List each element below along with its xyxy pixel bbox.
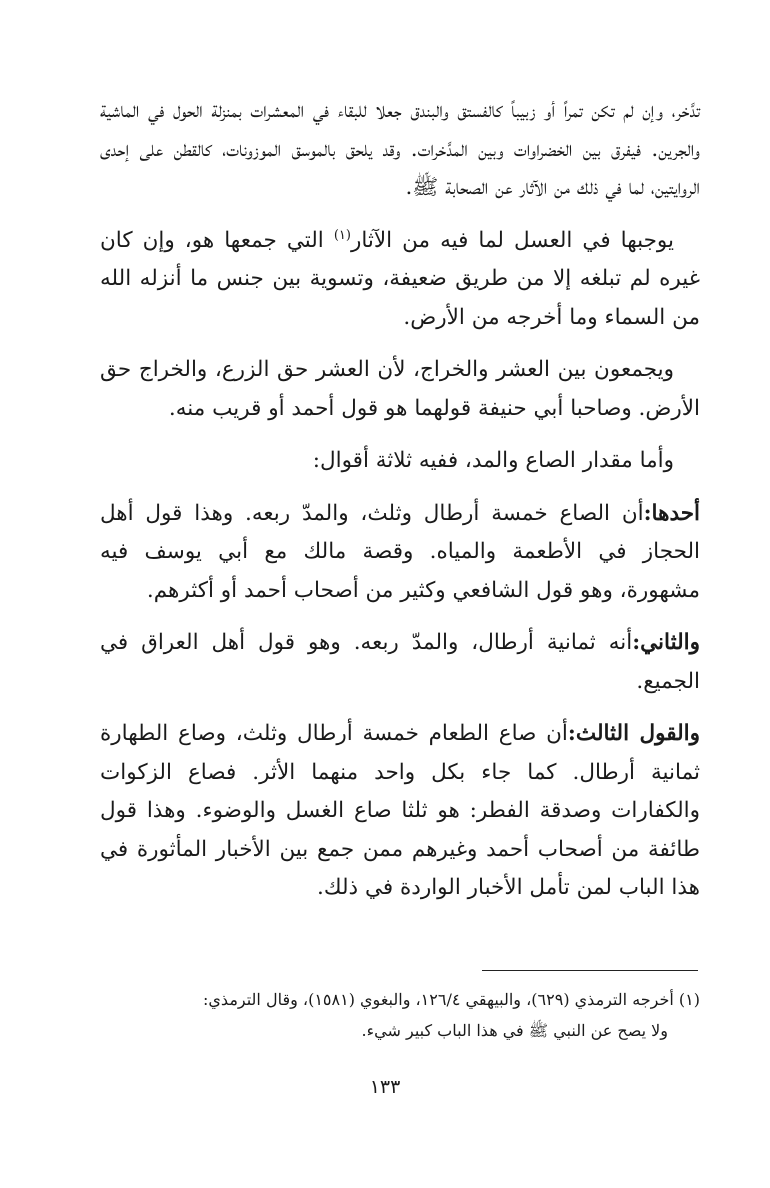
page-number: ١٣٣ [369, 1076, 401, 1098]
paragraph-5-lead: أحدها: [643, 500, 700, 526]
paragraph-2 [100, 222, 700, 338]
paragraph-2-text-before: يوجبها في العسل لما فيه من الآثار [350, 227, 674, 253]
footnote-1-line-2: ولا يصح عن النبي ﷺ في هذا الباب كبير شيء. [361, 1021, 668, 1040]
paragraph-4-text: وأما مقدار الصاع والمد، ففيه ثلاثة أقوال: [312, 448, 674, 473]
footnotes [100, 984, 700, 1046]
footnote-1-line-1: (١) أخرجه الترمذي (٦٢٩)، والبيهقي ١٢٦/٤، والبغوي (١٥٨١)، وقال الترمذي: [203, 990, 700, 1009]
paragraph-3-text: ويجمعون بين العشر والخراج، لأن العشر حق الزرع، والخراج حق الأرض. وصاحبا أبي حنيفة قولهما هو قول أحمد أو قريب منه. [100, 357, 700, 421]
paragraph-1-text: تدَّخر، وإن لم تكن تمراً أو زبيباً كالفستق والبندق جعلا للبقاء في المعشرات بمنزلة الحول في الماشية والجرين. فيفرق بين الخضراوات وبين المدَّخرات. وقد يلحق بالموسق الموزونات، كالقطن على إحدى الروايتين، لما في ذلك من الآثار عن الصحابة ﷺ. [100, 98, 700, 200]
footnote-ref-1[interactable]: (١) [333, 227, 351, 243]
paragraph-5 [100, 495, 700, 611]
paragraph-7 [100, 715, 700, 908]
paragraph-4 [100, 442, 700, 481]
paragraph-6 [100, 624, 700, 701]
paragraph-6-text: أنه ثمانية أرطال، والمدّ ربعه. وهو قول أهل العراق في الجميع. [100, 630, 700, 694]
paragraph-2-text-after: التي جمعها هو، وإن كان غيره لم تبلغه إلا من طريق ضعيفة، وتسوية بين جنس ما أنزله الله من السماء وما أخرجه من الأرض. [100, 227, 700, 330]
main-text [100, 92, 700, 922]
footnote-1 [100, 984, 700, 1046]
paragraph-7-text: أن صاع الطعام خمسة أرطال وثلث، وصاع الطهارة ثمانية أرطال. كما جاء بكل واحد منهما الأثر. فصاع الزكوات والكفارات وصدقة الفطر: هو ثلثا صاع الغسل والوضوء. وهذا قول طائفة من أصحاب أحمد وغيرهم ممن جمع بين الأخبار المأثورة في هذا الباب لمن تأمل الأخبار الواردة في ذلك. [100, 721, 700, 900]
paragraph-5-text: أن الصاع خمسة أرطال وثلث، والمدّ ربعه. وهذا قول أهل الحجاز في الأطعمة والمياه. وقصة مالك مع أبي يوسف فيه مشهورة، وهو قول الشافعي وكثير من أصحاب أحمد أو أكثرهم. [100, 500, 700, 603]
paragraph-3 [100, 351, 700, 428]
paragraph-1 [100, 92, 700, 208]
paragraph-6-lead: والثاني: [632, 630, 700, 655]
paragraph-7-lead: والقول الثالث: [567, 721, 700, 746]
footnote-divider [482, 970, 698, 971]
